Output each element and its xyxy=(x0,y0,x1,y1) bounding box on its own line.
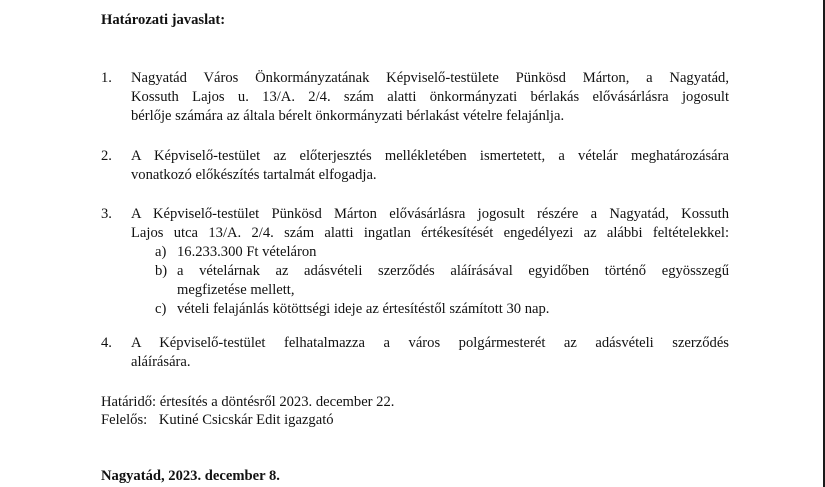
item-number: 4. xyxy=(101,335,112,351)
item-number: 1. xyxy=(101,70,112,86)
responsible-label: Felelős: xyxy=(101,412,148,428)
deadline-label: Határidő: xyxy=(101,394,157,410)
condition-item-c xyxy=(155,300,729,319)
condition-letter: c) xyxy=(155,301,167,317)
item-line: Lajos utca 13/A. 2/4. szám alatti ingatlan értékesítését engedélyezi az alábbi feltételekkel: xyxy=(131,225,729,241)
item-text xyxy=(131,205,729,319)
item-text xyxy=(131,69,729,126)
item-line: Kossuth Lajos u. 13/A. 2/4. szám alatti önkormányzati bérlakás elővásárlásra jogosult xyxy=(131,89,729,105)
item-number: 3. xyxy=(101,206,112,222)
resolution-item-3 xyxy=(101,205,729,319)
item-line: A Képviselő-testület Pünkösd Márton elővásárlásra jogosult részére a Nagyatád, Kossuth xyxy=(131,206,729,222)
resolution-heading: Határozati javaslat: xyxy=(101,12,226,28)
resolution-item-4 xyxy=(101,334,729,372)
resolution-item-1 xyxy=(101,69,729,126)
item-line: A Képviselő-testület az előterjesztés mellékletében ismertetett, a vételár meghatározására xyxy=(131,148,729,164)
item-line: bérlője számára az általa bérelt önkormányzati bérlakást vételre felajánlja. xyxy=(131,108,565,124)
item-number: 2. xyxy=(101,148,112,164)
condition-item-b xyxy=(155,262,729,300)
condition-line: megfizetése mellett, xyxy=(177,282,295,298)
condition-list xyxy=(155,243,729,319)
item-text xyxy=(131,334,729,372)
item-line: Nagyatád Város Önkormányzatának Képviselő-testülete Pünkösd Márton, a Nagyatád, xyxy=(131,70,729,86)
item-text xyxy=(131,147,729,185)
item-line: A Képviselő-testület felhatalmazza a város polgármesterét az adásvételi szerződés xyxy=(131,335,729,351)
condition-line: vételi felajánlás kötöttségi ideje az értesítéstől számított 30 nap. xyxy=(177,301,550,317)
resolution-item-2 xyxy=(101,147,729,185)
document-date: Nagyatád, 2023. december 8. xyxy=(101,468,280,484)
condition-letter: b) xyxy=(155,263,168,279)
deadline-line xyxy=(101,393,394,412)
item-line: aláírására. xyxy=(131,354,191,370)
deadline-value: értesítés a döntésről 2023. december 22. xyxy=(159,394,395,410)
condition-line: a vételárnak az adásvételi szerződés aláírásával egyidőben történő egyösszegű xyxy=(177,263,729,279)
responsible-line xyxy=(101,411,334,430)
item-line: vonatkozó előkészítés tartalmát elfogadja. xyxy=(131,167,377,183)
responsible-value: Kutiné Csicskár Edit igazgató xyxy=(158,412,334,428)
condition-item-a xyxy=(155,243,729,262)
condition-line: 16.233.300 Ft vételáron xyxy=(177,244,317,260)
condition-letter: a) xyxy=(155,244,167,260)
